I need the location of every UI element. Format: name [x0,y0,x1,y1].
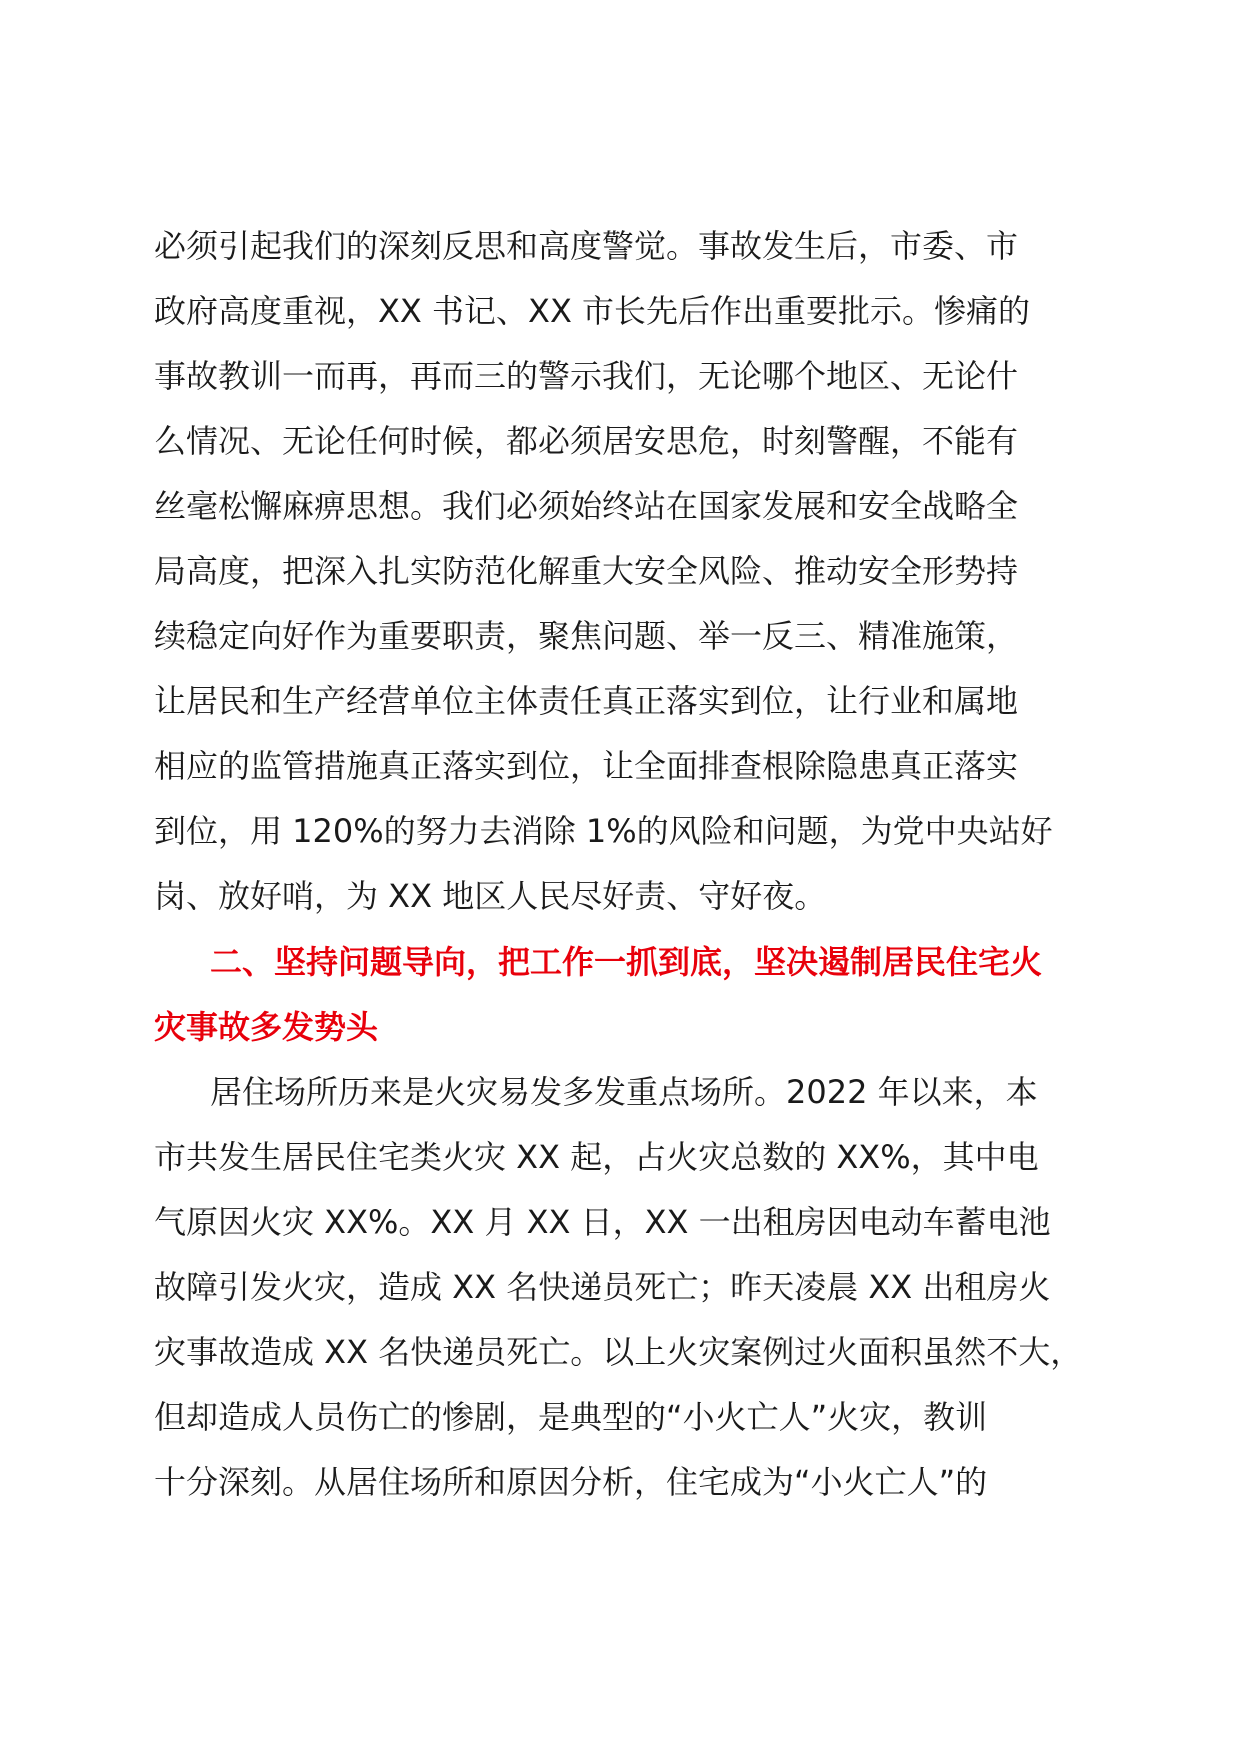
paragraph-line: 故障引发火灾，造成 XX 名快递员死亡；昨天凌晨 XX 出租房火 [154,1268,1051,1306]
paragraph-line: 岗、放好哨，为 XX 地区人民尽好责、守好夜。 [154,877,827,915]
paragraph-line: 灾事故造成 XX 名快递员死亡。以上火灾案例过火面积虽然不大， [154,1333,1083,1371]
paragraph-2 [154,1060,1114,1515]
paragraph-line: 十分深刻。从居住场所和原因分析，住宅成为“小火亡人”的 [154,1463,988,1501]
paragraph-line: 到位，用 120%的努力去消除 1%的风险和问题，为党中央站好 [154,812,1053,850]
paragraph-line: 但却造成人员伤亡的惨剧，是典型的“小火亡人”火灾，教训 [154,1398,988,1436]
paragraph-line: 市共发生居民住宅类火灾 XX 起，占火灾总数的 XX%，其中电 [154,1138,1039,1176]
paragraph-line: 事故教训一而再，再而三的警示我们，无论哪个地区、无论什 [154,357,1019,395]
paragraph-line: 局高度，把深入扎实防范化解重大安全风险、推动安全形势持 [154,552,1019,590]
paragraph-line: 必须引起我们的深刻反思和高度警觉。事故发生后，市委、市 [154,227,1019,265]
paragraph-line: 居住场所历来是火灾易发多发重点场所。2022 年以来，本 [210,1073,1038,1111]
paragraph-line: 么情况、无论任何时候，都必须居安思危，时刻警醒，不能有 [154,422,1019,460]
heading-line: 灾事故多发势头 [154,1008,379,1046]
paragraph-line: 丝毫松懈麻痹思想。我们必须始终站在国家发展和安全战略全 [154,487,1019,525]
section-heading [154,930,1114,1060]
paragraph-line: 让居民和生产经营单位主体责任真正落实到位，让行业和属地 [154,682,1019,720]
heading-line: 二、坚持问题导向，把工作一抓到底，坚决遏制居民住宅火 [210,943,1043,981]
paragraph-line: 相应的监管措施真正落实到位，让全面排查根除隐患真正落实 [154,747,1019,785]
paragraph-line: 政府高度重视，XX 书记、XX 市长先后作出重要批示。惨痛的 [154,292,1031,330]
paragraph-1 [154,214,1114,929]
paragraph-line: 气原因火灾 XX%。XX 月 XX 日，XX 一出租房因电动车蓄电池 [154,1203,1051,1241]
paragraph-line: 续稳定向好作为重要职责，聚焦问题、举一反三、精准施策， [154,617,1019,655]
